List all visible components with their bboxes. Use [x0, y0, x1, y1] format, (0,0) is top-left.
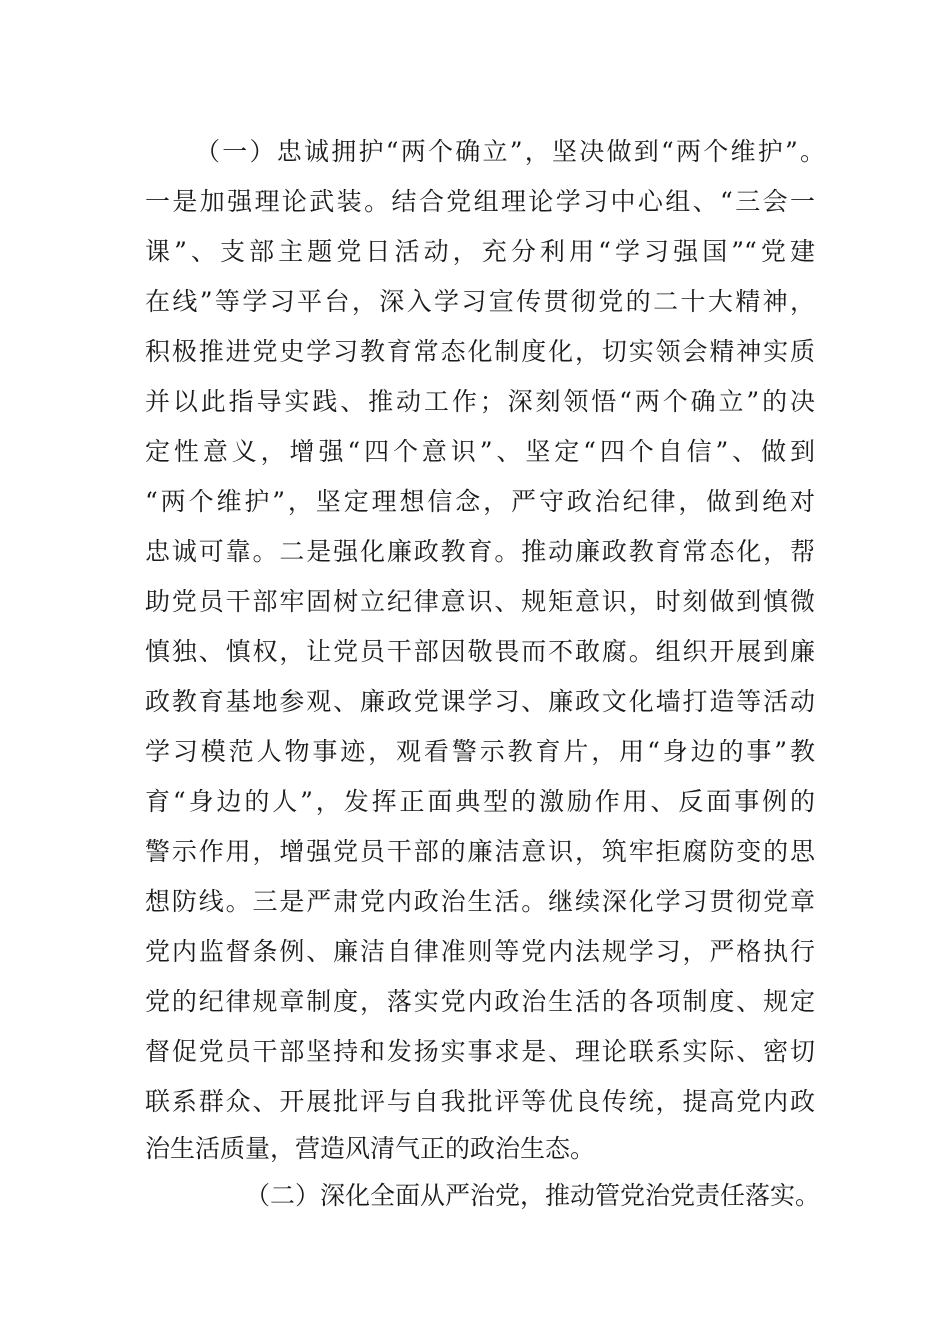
body-line: 联系群众、开展批评与自我批评等优良传统，提高党内政 [145, 1087, 815, 1116]
body-line: 政教育基地参观、廉政党课学习、廉政文化墙打造等活动 [145, 687, 815, 716]
section-2-heading: （二）深化全面从严治党，推动管党治党责任落实。 [245, 1181, 821, 1210]
body-line: 课”、支部主题党日活动，充分利用“学习强国”“党建 [145, 237, 815, 266]
section-1-heading: （一）忠诚拥护“两个确立”，坚决做到“两个维护”。 [195, 137, 825, 166]
body-line: 想防线。三是严肃党内政治生活。继续深化学习贯彻党章 [145, 887, 815, 916]
body-line: “两个维护”，坚定理想信念，严守政治纪律，做到绝对 [145, 487, 815, 516]
body-line: 并以此指导实践、推动工作；深刻领悟“两个确立”的决 [145, 387, 815, 416]
body-line: 警示作用，增强党员干部的廉洁意识，筑牢拒腐防变的思 [145, 837, 815, 866]
body-line: 育“身边的人”，发挥正面典型的激励作用、反面事例的 [145, 787, 815, 816]
body-line: 党内监督条例、廉洁自律准则等党内法规学习，严格执行 [145, 937, 815, 966]
body-line: 一是加强理论武装。结合党组理论学习中心组、“三会一 [145, 187, 815, 216]
body-line-last: 治生活质量，营造风清气正的政治生态。 [145, 1134, 596, 1163]
body-line: 积极推进党史学习教育常态化制度化，切实领会精神实质 [145, 337, 815, 366]
body-line: 党的纪律规章制度，落实党内政治生活的各项制度、规定 [145, 987, 815, 1016]
body-line: 在线”等学习平台，深入学习宣传贯彻党的二十大精神， [145, 287, 815, 316]
body-line: 学习模范人物事迹，观看警示教育片，用“身边的事”教 [145, 737, 815, 766]
body-line: 定性意义，增强“四个意识”、坚定“四个自信”、做到 [145, 437, 815, 466]
body-line: 督促党员干部坚持和发扬实事求是、理论联系实际、密切 [145, 1037, 815, 1066]
body-line: 忠诚可靠。二是强化廉政教育。推动廉政教育常态化，帮 [145, 537, 815, 566]
body-line: 助党员干部牢固树立纪律意识、规矩意识，时刻做到慎微 [145, 587, 815, 616]
body-line: 慎独、慎权，让党员干部因敬畏而不敢腐。组织开展到廉 [145, 637, 815, 666]
